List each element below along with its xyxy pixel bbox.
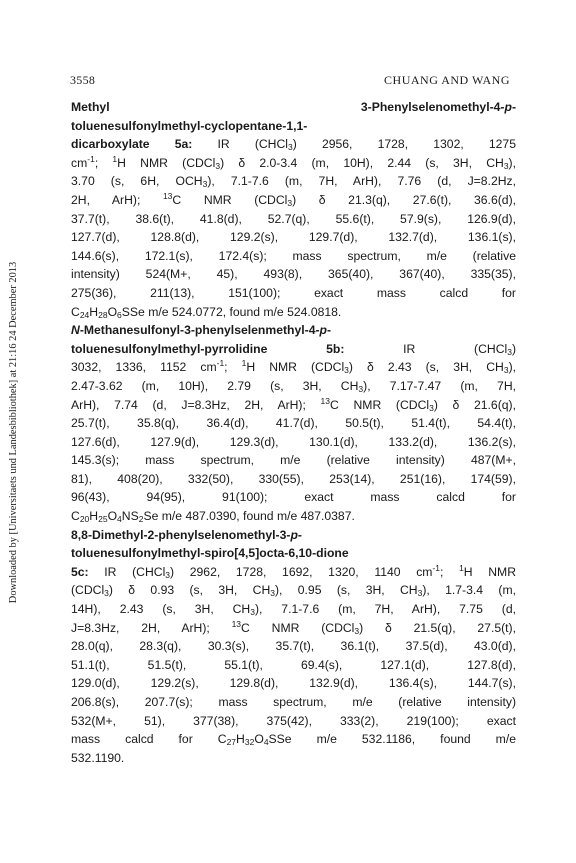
text-line (71, 581, 516, 600)
text-line (71, 98, 516, 117)
text-run: ) 2956, 1728, 1302, 1275 (292, 137, 516, 152)
text-line (71, 656, 516, 675)
text-run: 206.8(s), 207.7(s); mass spectrum, m/e (relative intensity) (71, 695, 516, 709)
text-run: (CDCl (71, 583, 105, 598)
text-run: 532.1190. (71, 750, 125, 765)
text-run: C (71, 509, 80, 524)
text-line (71, 414, 516, 433)
superscript: 13 (162, 190, 173, 201)
text-run: N (71, 323, 80, 338)
text-run: - (297, 527, 302, 542)
text-run: 8,8-Dimethyl-2-phenylselenomethyl-3- (71, 527, 291, 542)
text-run: 127.6(d), 127.9(d), 129.3(d), 130.1(d), 133.2(d), 136.2(s), (71, 434, 516, 449)
subscript: 20 (79, 514, 90, 525)
text-run: ; (224, 360, 242, 375)
subscript: 25 (98, 514, 108, 525)
text-run: 532(M+, 51), 377(38), 375(42), 333(2), 219(100); exact (71, 713, 516, 728)
text-run: ), 7.1-7.6 (m, 7H, ArH), 7.76 (d, J=8.2Hz, (207, 174, 517, 189)
text-run: dicarboxylate 5a: (71, 137, 193, 152)
superscript: -1 (87, 153, 95, 164)
text-run: 25.7(t), 35.8(q), 36.4(d), 41.7(d), 50.5(t), 51.4(t), 54.4(t), (71, 416, 516, 431)
subscript: 3 (287, 197, 293, 208)
text-run: ), 7.17-7.47 (m, 7H, (363, 378, 517, 393)
text-run: toluenesulfonylmethyl-spiro[4,5]octa-6,10-dione (71, 546, 349, 561)
text-line (71, 321, 516, 340)
text-line (71, 117, 516, 136)
text-line (71, 210, 516, 229)
text-run: IR (CHCl (192, 137, 288, 152)
subscript: 3 (165, 569, 171, 580)
text-run: H (89, 509, 99, 524)
text-line (71, 544, 516, 563)
text-run: IR (CHCl (344, 341, 508, 356)
compound-entry (71, 98, 516, 321)
text-run: toluenesulfonylmethyl-pyrrolidine 5b: (71, 341, 345, 356)
text-run: C NMR (CDCl (241, 620, 355, 635)
text-run: 129.0(d), 129.2(s), 129.8(d), 132.9(d), 136.4(s), 144.7(s), (71, 676, 516, 691)
subscript: 28 (98, 309, 108, 320)
text-run: 3032, 1336, 1152 cm (71, 360, 217, 375)
text-run: C (71, 304, 80, 319)
text-line (71, 637, 516, 656)
text-line (71, 303, 516, 322)
text-line (71, 693, 516, 712)
text-run: 51.1(t), 51.5(t), 55.1(t), 69.4(s), 127.1(d), 127.8(d), (71, 657, 516, 672)
text-run: ), 1.7-3.4 (m, (422, 583, 516, 598)
text-run: ArH), 7.74 (d, J=8.3Hz, 2H, ArH); (71, 397, 321, 412)
text-line (71, 247, 516, 266)
text-run: intensity) 524(M+, 45), 493(8), 365(40), 367(40), 335(35), (71, 267, 516, 282)
text-run: ) (511, 341, 516, 356)
experimental-text (71, 98, 516, 767)
text-run: - (327, 323, 332, 338)
subscript: 3 (503, 160, 509, 171)
text-run: -Methanesulfonyl-3-phenylselenmethyl-4- (79, 323, 320, 338)
text-line (71, 265, 516, 284)
text-line (71, 507, 516, 526)
subscript: 3 (202, 179, 208, 190)
text-line (71, 674, 516, 693)
text-run: O (254, 732, 264, 747)
subscript: 3 (215, 160, 221, 171)
text-run: 96(43), 94(95), 91(100); exact mass calcd for (71, 490, 516, 505)
subscript: 24 (79, 309, 90, 320)
text-line (71, 172, 516, 191)
text-run: NS (121, 509, 139, 524)
text-run: 14H), 2.43 (s, 3H, CH (71, 602, 251, 617)
text-run: 5c: (71, 564, 89, 579)
text-line (71, 396, 516, 415)
download-watermark (4, 175, 24, 690)
text-run: 28.0(q), 28.3(q), 30.3(s), 35.7(t), 36.1(t), 37.5(d), 43.0(d), (71, 639, 516, 654)
text-run: ) δ 0.93 (s, 3H, CH (108, 583, 271, 598)
text-line (71, 712, 516, 731)
text-run: H NMR (CDCl (117, 155, 216, 170)
text-run: H NMR (463, 564, 517, 579)
compound-entry (71, 526, 516, 768)
text-run: Methyl 3-Phenylselenomethyl-4- (71, 100, 505, 114)
subscript: 3 (417, 588, 423, 599)
text-line (71, 358, 516, 377)
superscript: 1 (459, 562, 464, 573)
text-run: C NMR (CDCl (330, 397, 430, 412)
text-run: Se m/e 487.0390, found m/e 487.0387. (143, 509, 355, 524)
superscript: 13 (320, 395, 331, 406)
text-line (71, 284, 516, 303)
text-run: ) δ 21.6(q), (433, 397, 516, 412)
text-run: 3.70 (s, 6H, OCH (71, 174, 203, 189)
subscript: 3 (429, 402, 434, 413)
text-run: mass calcd for C (71, 732, 227, 747)
subscript: 3 (104, 588, 109, 599)
text-run: ; (94, 155, 113, 170)
text-run: J=8.3Hz, 2H, ArH); (71, 620, 232, 635)
superscript: 1 (241, 358, 247, 369)
text-line (71, 563, 516, 582)
subscript: 3 (288, 142, 293, 153)
text-run: ) 2962, 1728, 1692, 1320, 1140 cm (170, 564, 433, 579)
text-run: ), (508, 360, 517, 375)
text-line (71, 749, 516, 768)
text-run: 144.6(s), 172.1(s), 172.4(s); mass spectrum, m/e (relative (71, 248, 516, 263)
text-line (71, 433, 516, 452)
text-run: p (319, 323, 327, 338)
text-line (71, 488, 516, 507)
subscript: 2 (138, 514, 144, 525)
running-head: CHUANG AND WANG (384, 73, 510, 87)
text-run: 127.7(d), 128.8(d), 129.2(s), 129.7(d), 132.7(d), 136.1(s), (71, 230, 516, 245)
text-line (71, 730, 516, 749)
subscript: 3 (503, 365, 509, 376)
text-run: 37.7(t), 38.6(t), 41.8(d), 52.7(q), 55.6(t), 57.9(s), 126.9(d), (71, 211, 516, 226)
text-run: ) δ 2.0-3.4 (m, 10H), 2.44 (s, 3H, CH (220, 155, 504, 170)
text-run: ), 7.1-7.6 (m, 7H, ArH), 7.75 (d, (254, 602, 516, 617)
text-line (71, 526, 516, 545)
text-run: 275(36), 211(13), 151(100); exact mass calcd for (71, 285, 516, 300)
text-run: 2.47-3.62 (m, 10H), 2.79 (s, 3H, CH (71, 378, 359, 393)
text-line (71, 600, 516, 619)
text-line (71, 135, 516, 154)
text-line (71, 228, 516, 247)
subscript: 3 (270, 588, 275, 599)
subscript: 27 (226, 737, 237, 748)
text-line (71, 154, 516, 173)
text-run: H (236, 732, 245, 747)
subscript: 3 (507, 346, 512, 357)
text-run: H NMR (CDCl (246, 360, 345, 375)
compound-entry (71, 321, 516, 526)
text-run: 145.3(s); mass spectrum, m/e (relative intensity) 487(M+, (71, 453, 516, 468)
text-run: O (107, 304, 118, 319)
subscript: 3 (344, 365, 349, 376)
superscript: 1 (112, 153, 118, 164)
text-run: 2H, ArH); (71, 192, 163, 207)
subscript: 4 (263, 737, 269, 748)
subscript: 3 (354, 625, 360, 636)
superscript: 13 (231, 618, 242, 629)
text-run: ) δ 21.5(q), 27.5(t), (359, 620, 516, 635)
text-run: ) δ 21.3(q), 27.6(t), 36.6(d), (292, 192, 517, 207)
text-run: cm (71, 155, 88, 170)
superscript: -1 (432, 562, 441, 573)
text-line (71, 451, 516, 470)
text-line (71, 340, 516, 359)
text-run: p (290, 527, 298, 542)
subscript: 32 (244, 737, 255, 748)
text-run: 81), 408(20), 332(50), 330(55), 253(14), 251(16), 174(59), (71, 471, 516, 486)
subscript: 3 (358, 383, 364, 394)
subscript: 3 (250, 607, 255, 618)
page-number: 3558 (70, 73, 96, 87)
text-run: ) δ 2.43 (s, 3H, CH (348, 360, 504, 375)
text-run: p (504, 100, 512, 114)
subscript: 6 (117, 309, 122, 320)
text-run: - (511, 100, 516, 114)
text-run: SSe m/e 524.0772, found m/e 524.0818. (121, 304, 342, 319)
text-line (71, 619, 516, 638)
subscript: 4 (117, 514, 122, 525)
text-run: O (107, 509, 118, 524)
text-run: toluenesulfonylmethyl-cyclopentane-1,1- (71, 118, 308, 133)
text-run: ; (440, 564, 460, 579)
text-run: ), 0.95 (s, 3H, CH (274, 583, 418, 598)
text-run: H (89, 304, 99, 319)
text-line (71, 377, 516, 396)
text-run: SSe m/e 532.1186, found m/e (268, 732, 516, 747)
superscript: -1 (216, 358, 225, 369)
text-run: ), (508, 155, 516, 170)
text-line (71, 191, 516, 210)
text-run: IR (CHCl (88, 564, 166, 579)
text-line (71, 470, 516, 489)
download-watermark-text: Downloaded by [Universitaets und Landesbibliothek] at 21:16 24 December 2013 (8, 261, 20, 604)
text-run: C NMR (CDCl (172, 192, 288, 207)
